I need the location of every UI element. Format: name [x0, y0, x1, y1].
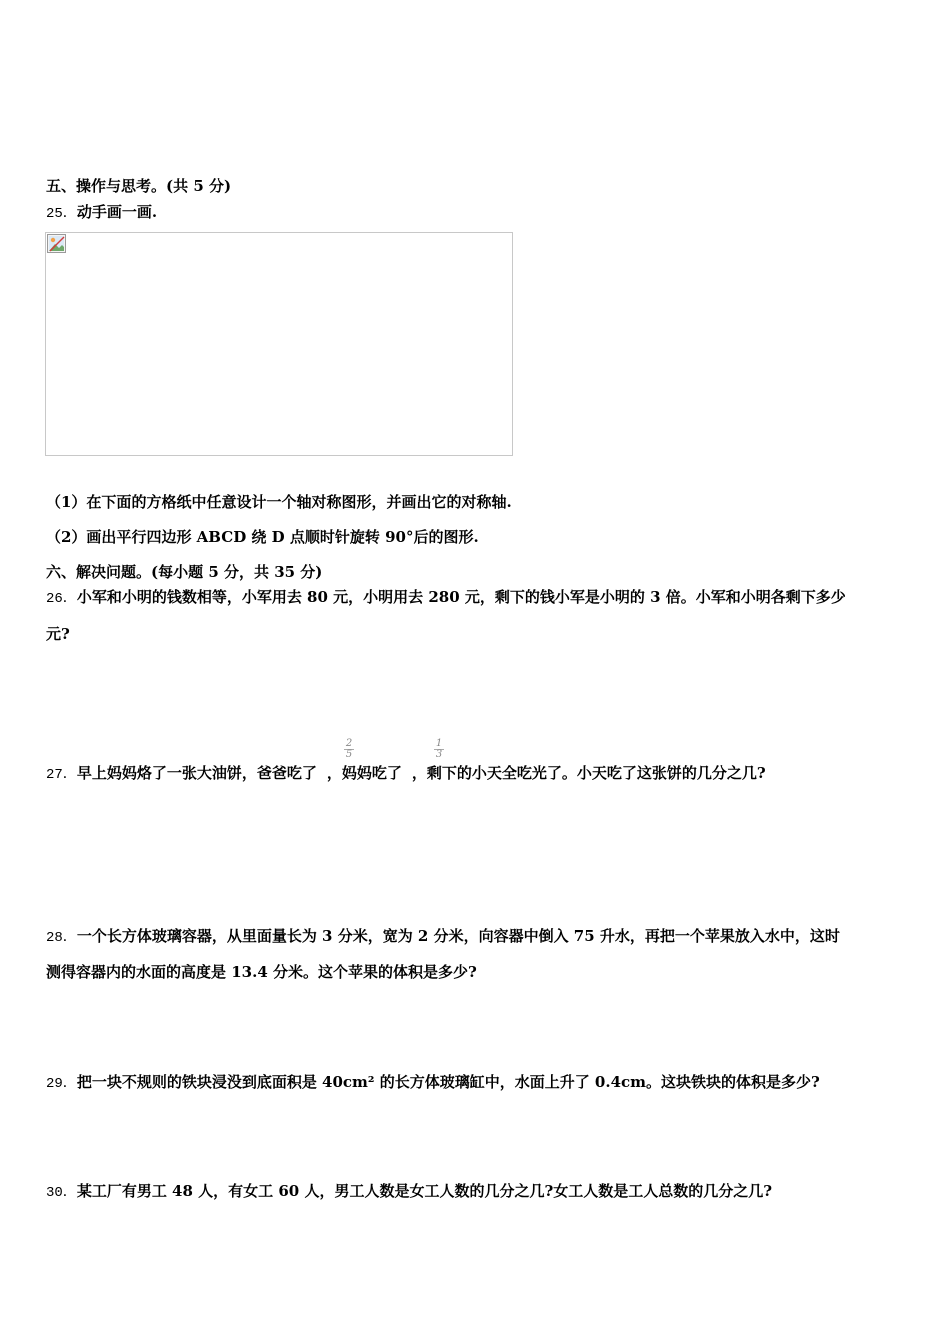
question-number: 25． [46, 206, 77, 222]
question-text-part2: ，妈妈吃了 [326, 764, 402, 782]
question-text: 一个长方体玻璃容器，从里面量长为 3 分米，宽为 2 分米，向容器中倒入 75 升水，再把一个苹果放入水中，这时 [76, 927, 840, 945]
question-number: 27． [46, 767, 77, 783]
section5-heading: 五、操作与思考。(共 5 分) [46, 177, 232, 195]
question-29 [46, 1072, 820, 1094]
section6-heading: 六、解决问题。(每小题 5 分，共 35 分) [46, 563, 323, 581]
question-28-line1 [46, 926, 840, 948]
question-text: 小军和小明的钱数相等，小军用去 80 元，小明用去 280 元，剩下的钱小军是小明的 3 倍。小军和小明各剩下多少 [76, 588, 846, 606]
sub-question-1: （1）在下面的方格纸中任意设计一个轴对称图形，并画出它的对称轴. [46, 493, 512, 511]
question-27 [46, 763, 766, 785]
question-26-line1 [46, 587, 846, 609]
question-text-part1: 早上妈妈烙了一张大油饼，爸爸吃了 [76, 764, 317, 782]
question-number: 30． [46, 1185, 77, 1201]
question-30 [46, 1181, 772, 1203]
question-number: 29． [46, 1076, 77, 1092]
question-number: 28． [46, 930, 77, 946]
image-placeholder [45, 232, 513, 456]
question-text: 把一块不规则的铁块浸没到底面积是 40cm² 的长方体玻璃缸中，水面上升了 0.4cm。这块铁块的体积是多少? [76, 1073, 820, 1091]
question-25 [46, 202, 157, 224]
fraction-1-3: $\frac{1}{3}$ [435, 738, 443, 760]
question-26-line2: 元? [46, 625, 70, 643]
question-text: 动手画一画. [76, 203, 158, 221]
sub-question-2: （2）画出平行四边形 ABCD 绕 D 点顺时针旋转 90°后的图形. [46, 528, 479, 546]
question-28-line2: 测得容器内的水面的高度是 13.4 分米。这个苹果的体积是多少? [46, 963, 477, 981]
question-number: 26． [46, 591, 77, 607]
question-text-part3: ，剩下的小天全吃光了。小天吃了这张饼的几分之几? [411, 764, 766, 782]
question-text: 某工厂有男工 48 人，有女工 60 人，男工人数是女工人数的几分之几?女工人数是工人总数的几分之几? [76, 1182, 773, 1200]
broken-image-icon [47, 234, 66, 253]
fraction-2-5: $\frac{2}{5}$ [345, 738, 353, 760]
